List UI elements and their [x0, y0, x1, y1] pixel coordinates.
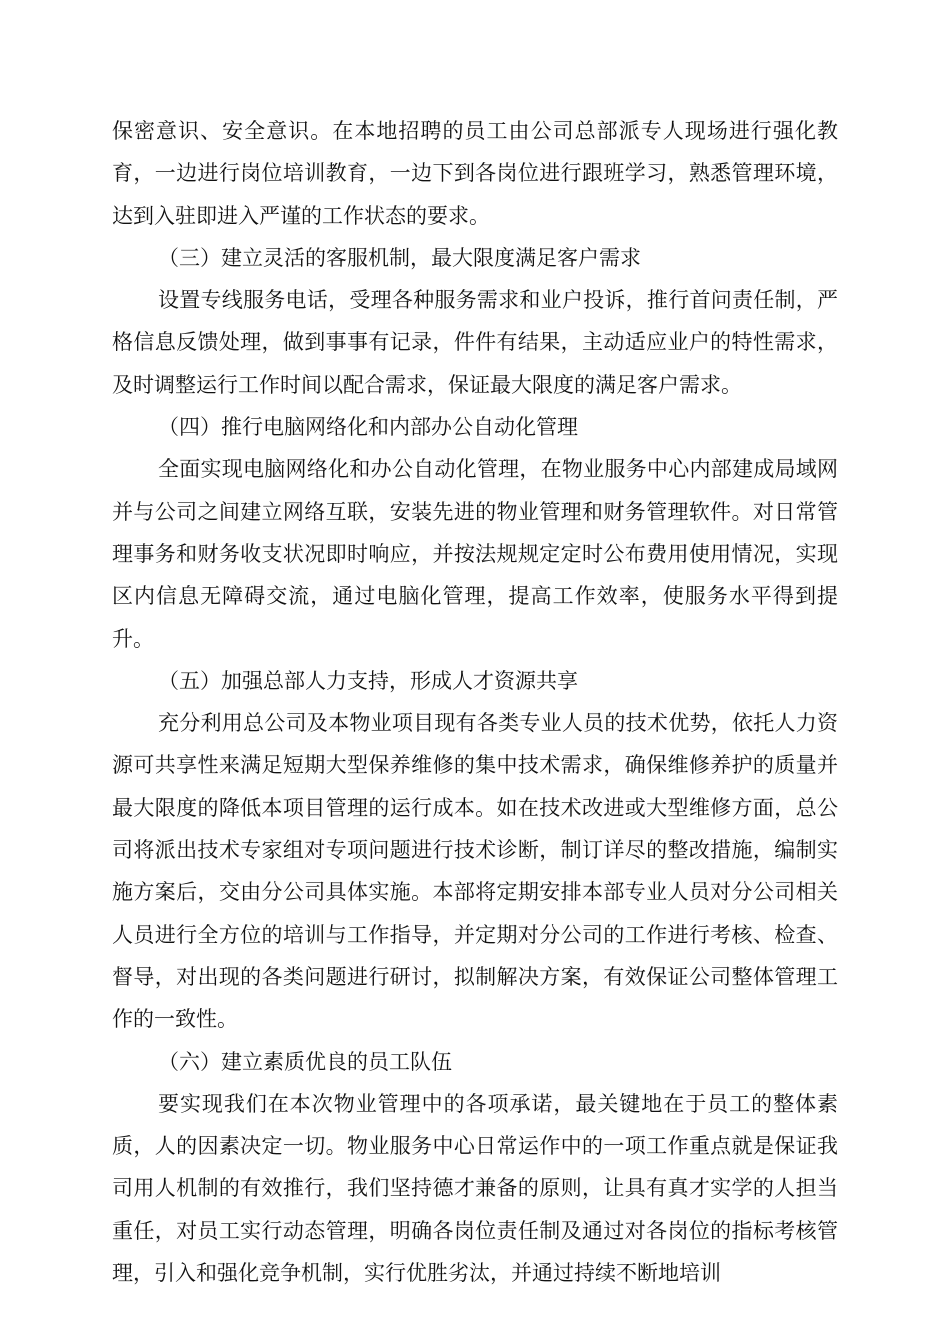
paragraph-staff-quality: 要实现我们在本次物业管理中的各项承诺，最关键地在于员工的整体素质，人的因素决定一切。物业服务中心日常运作中的一项工作重点就是保证我司用人机制的有效推行，我们坚持德才兼备的原则，让具有真才实学的人担当重任，对员工实行动态管理，明确各岗位责任制及通过对各岗位的指标考核管理，引入和强化竞争机制，实行优胜劣汰，并通过持续不断地培训 — [112, 1091, 838, 1286]
section-heading-3: （三）建立灵活的客服机制，最大限度满足客户需求 — [158, 245, 641, 270]
paragraph-customer-service: 设置专线服务电话，受理各种服务需求和业户投诉，推行首问责任制，严格信息反馈处理，做到事事有记录，件件有结果，主动适应业户的特性需求，及时调整运行工作时间以配合需求，保证最大限度的满足客户需求。 — [112, 288, 838, 397]
document-body — [112, 110, 838, 1294]
section-heading-6: （六）建立素质优良的员工队伍 — [158, 1049, 452, 1074]
paragraph-hr-support: 充分利用总公司及本物业项目现有各类专业人员的技术优势，依托人力资源可共享性来满足短期大型保养维修的集中技术需求，确保维修养护的质量并最大限度的降低本项目管理的运行成本。如在技术改进或大型维修方面，总公司将派出技术专家组对专项问题进行技术诊断，制订详尽的整改措施，编制实施方案后，交由分公司具体实施。本部将定期安排本部专业人员对分公司相关人员进行全方位的培训与工作指导，并定期对分公司的工作进行考核、检查、督导，对出现的各类问题进行研讨，拟制解决方案，有效保证公司整体管理工作的一致性。 — [112, 711, 838, 1032]
section-heading-4: （四）推行电脑网络化和内部办公自动化管理 — [158, 415, 578, 440]
paragraph-continuation: 保密意识、安全意识。在本地招聘的员工由公司总部派专人现场进行强化教育，一边进行岗位培训教育，一边下到各岗位进行跟班学习，熟悉管理环境，达到入驻即进入严谨的工作状态的要求。 — [112, 119, 838, 228]
section-heading-5: （五）加强总部人力支持，形成人才资源共享 — [158, 668, 578, 693]
paragraph-office-automation: 全面实现电脑网络化和办公自动化管理，在物业服务中心内部建成局域网并与公司之间建立网络互联，安装先进的物业管理和财务管理软件。对日常管理事务和财务收支状况即时响应，并按法规规定定时公布费用使用情况，实现区内信息无障碍交流，通过电脑化管理，提高工作效率，使服务水平得到提升。 — [112, 457, 838, 651]
